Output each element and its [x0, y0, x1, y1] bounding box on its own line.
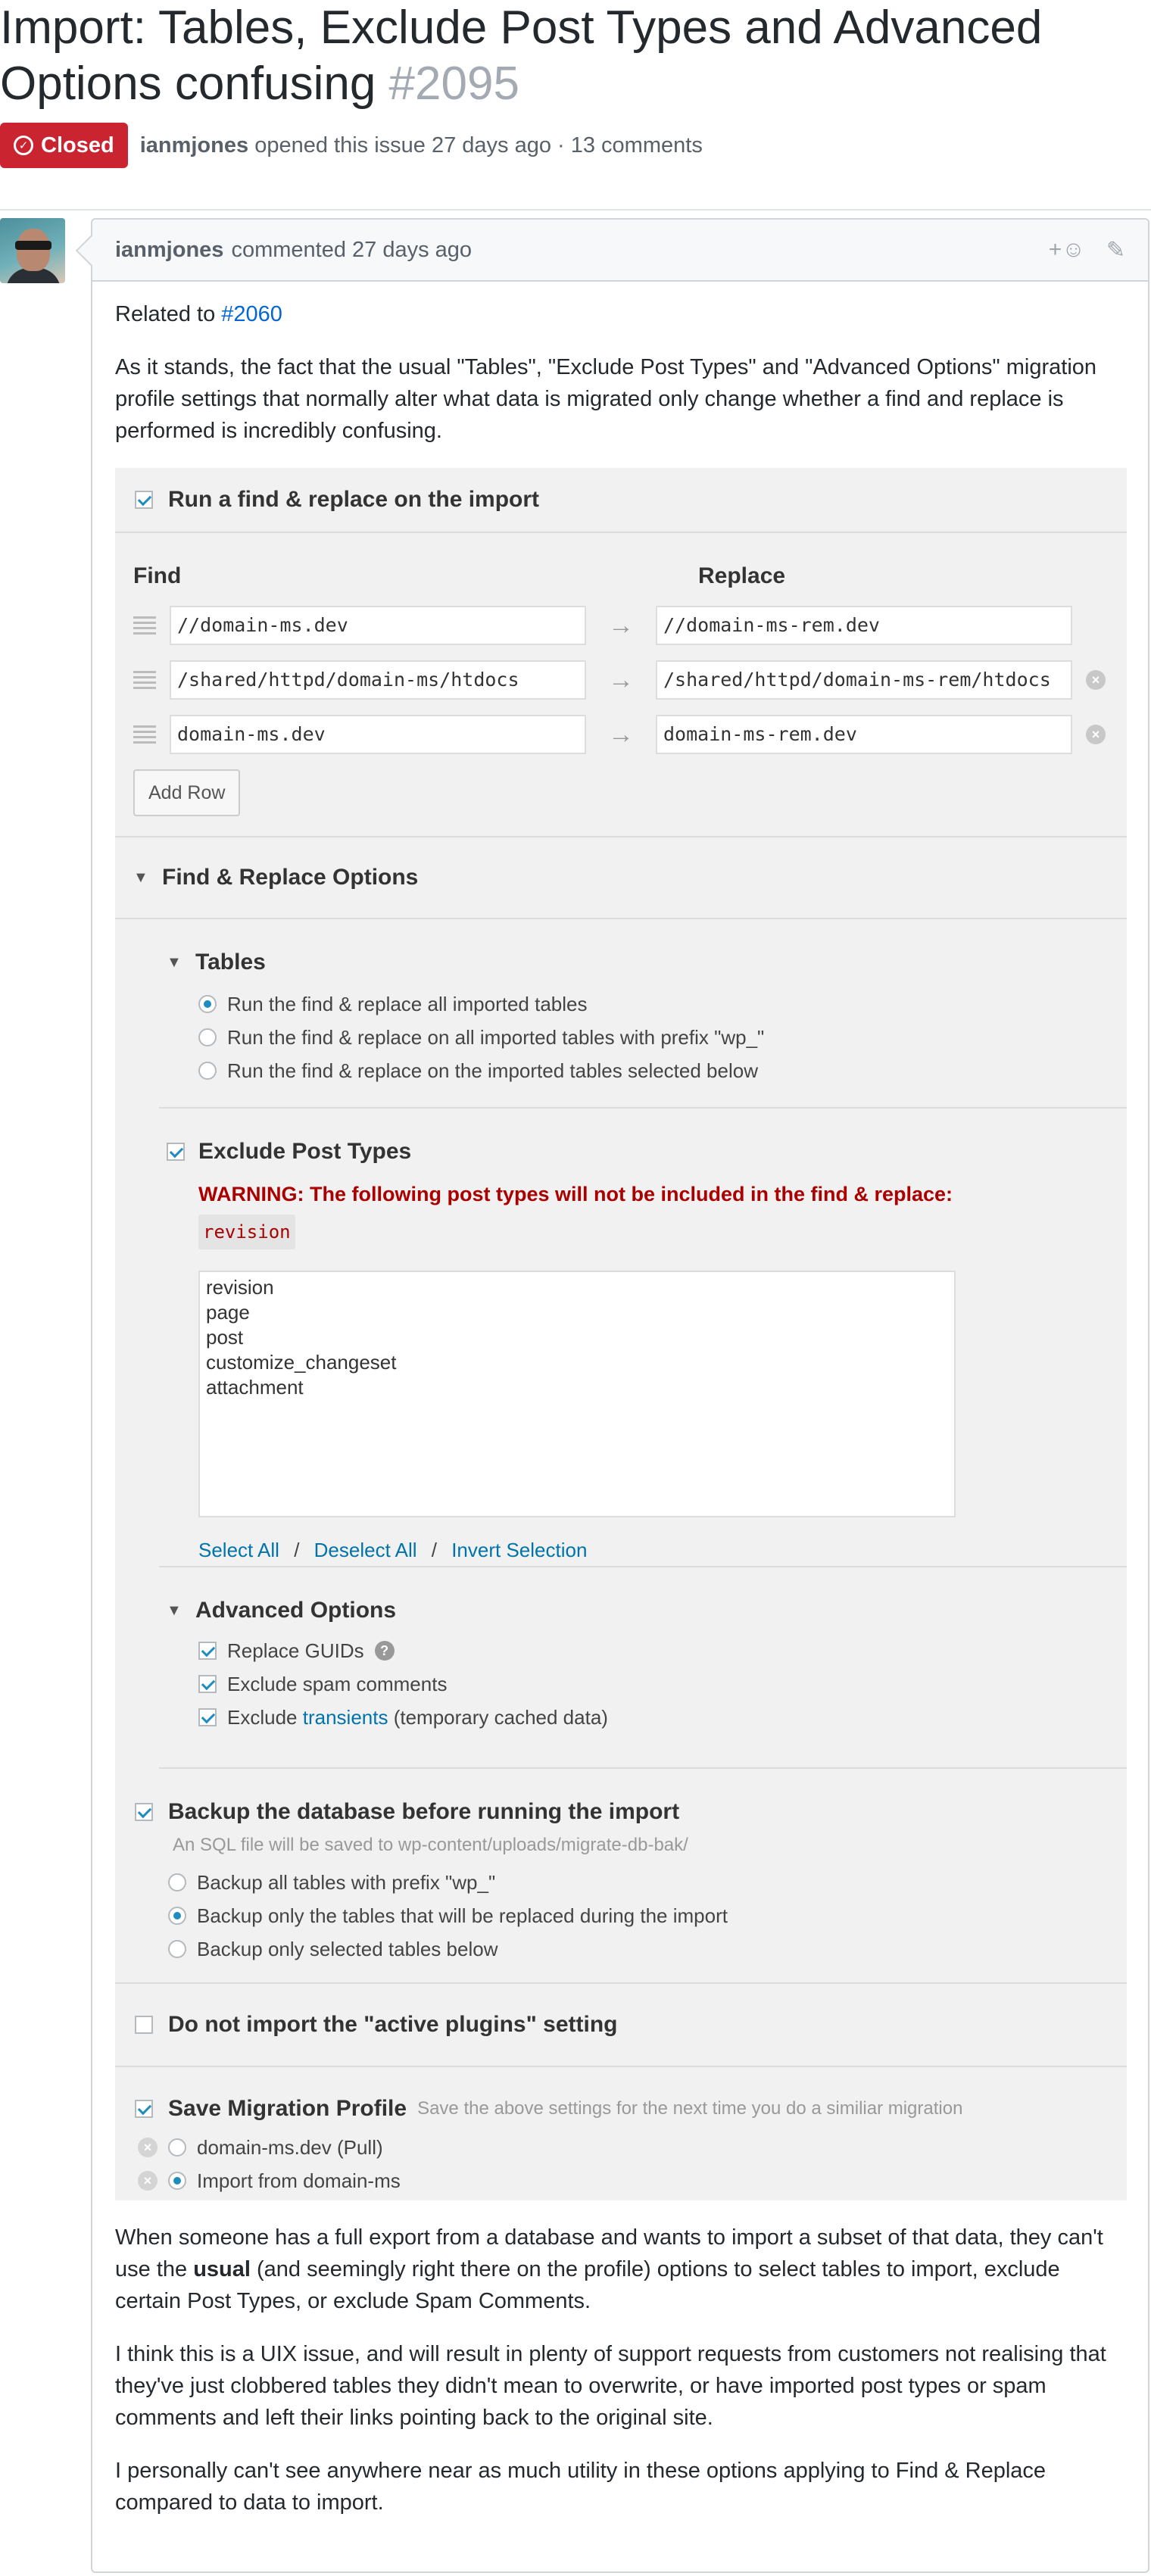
delete-profile-icon[interactable]: × — [138, 2171, 158, 2191]
exclude-transients-label: Exclude transients (temporary cached data) — [227, 1706, 608, 1729]
select-all-link[interactable]: Select All — [198, 1539, 279, 1561]
profile-radio[interactable] — [168, 2138, 186, 2157]
replace-header: Replace — [698, 563, 786, 588]
find-header: Find — [133, 563, 182, 588]
profile-label: domain-ms.dev (Pull) — [197, 2136, 383, 2159]
warning-post-type-tag: revision — [198, 1215, 295, 1249]
replace-input[interactable]: domain-ms-rem.dev — [656, 715, 1072, 754]
replace-guids-label: Replace GUIDs — [227, 1639, 364, 1662]
post-types-listbox[interactable] — [198, 1271, 956, 1517]
help-icon[interactable]: ? — [375, 1641, 395, 1661]
remove-row-icon[interactable]: × — [1086, 670, 1106, 690]
tables-option-label: Run the find & replace all imported tables — [227, 993, 588, 1015]
tables-option-radio[interactable] — [198, 995, 217, 1013]
header-divider — [0, 209, 1151, 211]
fr-options-content — [159, 919, 1127, 1769]
find-input[interactable]: //domain-ms.dev — [170, 606, 586, 645]
collapse-triangle-icon[interactable]: ▼ — [167, 954, 182, 971]
arrow-right-icon: → — [608, 666, 634, 694]
exclude-post-types-section: Exclude Post Types WARNING: The following post types will not be included in the find & replace: revision revision page post customize_changeset attachment Select All / Deselect All / Invert Selection — [159, 1109, 1127, 1567]
backup-title: Backup the database before running the import — [168, 1799, 680, 1824]
comment-paragraph-4: I personally can't see anywhere near as much utility in these options applying to Find & Replace compared to data to import. — [115, 2459, 1047, 2515]
tables-option-label: Run the find & replace on all imported tables with prefix "wp_" — [227, 1026, 765, 1049]
find-replace-row — [133, 660, 1106, 700]
advanced-options-section — [159, 1567, 1127, 1769]
save-profile-checkbox[interactable] — [135, 2100, 153, 2118]
comment-paragraph-2: When someone has a full export from a database and wants to import a subset of that data, they can't use the usual (and seemingly right there on the profile) options to select tables to import, exclude certain Post Types, or exclude Spam Comments. — [115, 2225, 1103, 2313]
replace-input[interactable]: //domain-ms-rem.dev — [656, 606, 1072, 645]
no-active-plugins-checkbox[interactable] — [135, 2016, 153, 2034]
comment-paragraph-1: As it stands, the fact that the usual "Tables", "Exclude Post Types" and "Advanced Options" migration profile settings that normally alter what data is migrated only change whether a find and replace is performed is incredibly confusing. — [115, 355, 1097, 443]
find-input[interactable]: /shared/httpd/domain-ms/htdocs — [170, 660, 586, 700]
run-find-replace-checkbox[interactable] — [135, 491, 153, 509]
deselect-all-link[interactable]: Deselect All — [313, 1539, 417, 1561]
remove-row-icon[interactable]: × — [1086, 725, 1106, 744]
profile-radio[interactable] — [168, 2172, 186, 2190]
comment-body — [92, 282, 1148, 2518]
author-avatar[interactable] — [0, 218, 65, 283]
replace-input[interactable]: /shared/httpd/domain-ms-rem/htdocs — [656, 660, 1072, 700]
collapse-triangle-icon[interactable]: ▼ — [167, 1602, 182, 1619]
backup-option-radio[interactable] — [168, 1873, 186, 1891]
save-profile-label: Save Migration Profile — [168, 2096, 407, 2121]
issue-meta — [0, 123, 1151, 168]
replace-guids-checkbox[interactable] — [198, 1642, 217, 1660]
find-input[interactable]: domain-ms.dev — [170, 715, 586, 754]
exclude-transients-checkbox[interactable] — [198, 1708, 217, 1726]
list-item[interactable]: post — [206, 1326, 244, 1349]
find-replace-row — [133, 606, 1072, 645]
backup-option-radio[interactable] — [168, 1940, 186, 1958]
backup-option-label: Backup only selected tables below — [197, 1938, 498, 1960]
closed-issue-icon: ✓ — [14, 136, 33, 155]
no-active-plugins-label: Do not import the "active plugins" setting — [168, 2012, 618, 2037]
tables-title: Tables — [195, 950, 266, 975]
tables-option-label: Run the find & replace on the imported tables selected below — [227, 1059, 758, 1082]
comment-box — [91, 218, 1149, 2573]
comment-header — [92, 220, 1148, 282]
tables-option-radio[interactable] — [198, 1062, 217, 1080]
list-item[interactable]: page — [206, 1301, 250, 1324]
profile-label: Import from domain-ms — [197, 2169, 401, 2192]
backup-checkbox[interactable] — [135, 1803, 153, 1821]
list-item[interactable]: attachment — [206, 1376, 304, 1399]
comment-paragraph-3: I think this is a UIX issue, and will result in plenty of support requests from customers not realising that they've just clobbered tables they didn't mean to overwrite, or have imported post types or spam comments and left their links pointing back to the original site. — [115, 2342, 1106, 2430]
invert-selection-link[interactable]: Invert Selection — [451, 1539, 588, 1561]
issue-title-text: Import: Tables, Exclude Post Types and Advanced Options confusing — [0, 2, 1043, 110]
exclude-spam-label: Exclude spam comments — [227, 1673, 448, 1695]
fr-options-label: Find & Replace Options — [162, 865, 419, 890]
drag-handle-icon[interactable] — [133, 725, 156, 744]
backup-option-label: Backup only the tables that will be replaced during the import — [197, 1904, 728, 1927]
exclude-warning: WARNING: The following post types will not be included in the find & replace: — [198, 1183, 953, 1205]
state-label: Closed — [41, 133, 114, 157]
arrow-right-icon: → — [608, 720, 634, 749]
issue-number: #2095 — [388, 58, 519, 110]
screenshot-panel — [115, 468, 1127, 2200]
exclude-post-types-title: Exclude Post Types — [198, 1139, 412, 1164]
comment-time: commented 27 days ago — [231, 237, 473, 262]
run-find-replace-section — [115, 468, 1127, 533]
save-profile-subtitle: Save the above settings for the next time you do a similiar migration — [417, 2098, 963, 2119]
drag-handle-icon[interactable] — [133, 616, 156, 635]
closed-state-badge — [0, 123, 128, 168]
fr-options-toggle[interactable] — [115, 837, 1127, 919]
tables-section — [159, 919, 1127, 1109]
edit-pencil-icon[interactable]: ✎ — [1106, 237, 1125, 263]
find-replace-rows-section — [115, 533, 1127, 837]
backup-subtitle: An SQL file will be saved to wp-content/uploads/migrate-db-bak/ — [173, 1835, 688, 1855]
backup-section — [115, 1769, 1127, 1984]
active-plugins-section — [115, 1984, 1127, 2067]
backup-option-radio[interactable] — [168, 1907, 186, 1925]
arrow-right-icon: → — [608, 611, 634, 640]
delete-profile-icon[interactable]: × — [138, 2138, 158, 2157]
list-item[interactable]: customize_changeset — [206, 1351, 397, 1374]
issue-meta-text: opened this issue 27 days ago · 13 comments — [254, 133, 703, 157]
list-item[interactable]: revision — [206, 1276, 274, 1299]
drag-handle-icon[interactable] — [133, 671, 156, 689]
exclude-post-types-checkbox[interactable] — [167, 1143, 185, 1161]
tables-option-radio[interactable] — [198, 1028, 217, 1046]
collapse-triangle-icon: ▼ — [133, 869, 148, 886]
comment-author-link[interactable]: ianmjones — [115, 237, 224, 262]
save-profile-section — [115, 2067, 1127, 2197]
issue-author-link[interactable]: ianmjones — [139, 133, 249, 157]
exclude-spam-checkbox[interactable] — [198, 1675, 217, 1693]
related-issue-link[interactable]: #2060 — [221, 302, 282, 326]
related-line: Related to #2060 — [115, 302, 282, 326]
find-replace-row — [133, 715, 1106, 754]
add-reaction-icon[interactable]: +☺ — [1048, 237, 1085, 262]
advanced-options-title: Advanced Options — [195, 1598, 397, 1623]
issue-title — [0, 0, 1090, 112]
transients-link[interactable]: transients — [302, 1706, 388, 1729]
run-find-replace-label: Run a find & replace on the import — [168, 487, 540, 512]
backup-option-label: Backup all tables with prefix "wp_" — [197, 1871, 496, 1894]
add-row-button[interactable]: Add Row — [133, 769, 240, 816]
